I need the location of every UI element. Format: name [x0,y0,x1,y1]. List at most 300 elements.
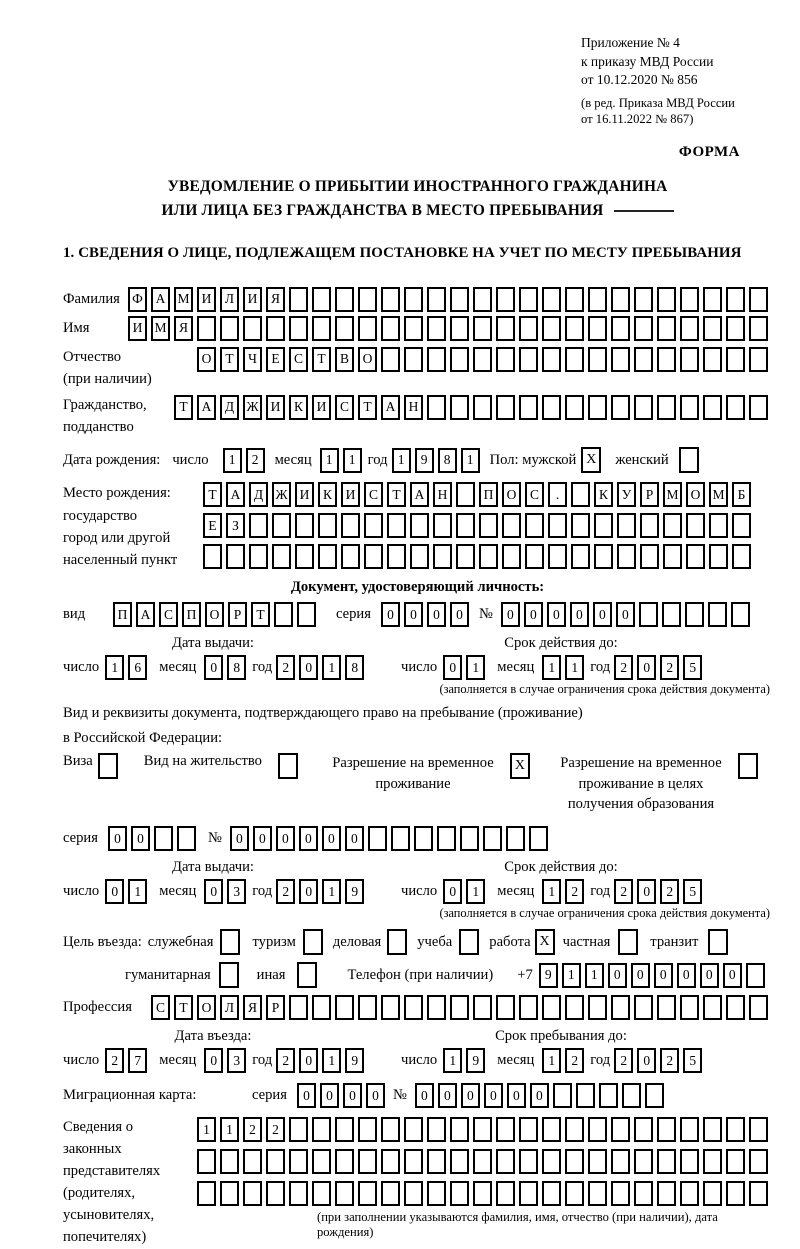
char-cell[interactable]: 1 [197,1117,216,1142]
char-cell[interactable] [565,316,584,341]
option-visa-checkbox[interactable] [98,753,122,779]
char-cell[interactable]: Т [312,347,331,372]
char-cell[interactable] [657,1181,676,1206]
char-cell[interactable] [427,995,446,1020]
char-cell[interactable]: 0 [343,1083,362,1108]
char-cell[interactable] [588,1117,607,1142]
char-cell[interactable]: 0 [593,602,612,627]
char-cell[interactable] [611,347,630,372]
char-cell[interactable] [496,347,515,372]
char-cell[interactable] [335,1149,354,1174]
char-cell[interactable] [726,1149,745,1174]
char-cell[interactable]: М [709,482,728,507]
char-cell[interactable] [611,395,630,420]
char-cell[interactable] [312,995,331,1020]
char-cell[interactable] [226,544,245,569]
char-cell[interactable]: 0 [501,602,520,627]
char-cell[interactable]: Д [220,395,239,420]
char-cell[interactable] [599,1083,618,1108]
char-cell[interactable]: И [128,316,147,341]
birth-month-cells[interactable] [320,448,366,473]
sex-male-checkbox[interactable] [581,447,605,473]
char-cell[interactable] [450,1117,469,1142]
char-cell[interactable]: А [197,395,216,420]
char-cell[interactable] [731,602,750,627]
char-cell[interactable] [473,995,492,1020]
char-cell[interactable]: 0 [723,963,742,988]
stay-doc-number-cells[interactable] [230,826,552,851]
char-cell[interactable]: Р [266,995,285,1020]
char-cell[interactable]: 0 [677,963,696,988]
char-cell[interactable]: А [410,482,429,507]
char-cell[interactable]: 2 [614,1048,633,1073]
char-cell[interactable] [640,513,659,538]
char-cell[interactable] [312,287,331,312]
char-cell[interactable]: О [502,482,521,507]
doc-issue-day-cells[interactable] [105,655,151,680]
char-cell[interactable] [663,513,682,538]
char-cell[interactable] [479,544,498,569]
char-cell[interactable]: Е [203,513,222,538]
char-cell[interactable] [303,929,323,955]
char-cell[interactable]: 0 [700,963,719,988]
char-cell[interactable] [387,513,406,538]
purpose-other-checkbox[interactable] [297,962,321,988]
char-cell[interactable] [427,287,446,312]
char-cell[interactable] [519,1117,538,1142]
char-cell[interactable] [312,1181,331,1206]
char-cell[interactable] [335,287,354,312]
char-cell[interactable]: . [548,482,567,507]
char-cell[interactable]: В [335,347,354,372]
char-cell[interactable]: 0 [320,1083,339,1108]
char-cell[interactable] [312,1117,331,1142]
char-cell[interactable] [685,602,704,627]
birth-place-row-1[interactable] [203,482,755,507]
char-cell[interactable]: 1 [466,655,485,680]
char-cell[interactable]: Ж [272,482,291,507]
char-cell[interactable]: X [510,753,530,779]
char-cell[interactable]: 0 [204,655,223,680]
char-cell[interactable] [703,1149,722,1174]
stay-doc-issue-year-cells[interactable] [276,879,368,904]
char-cell[interactable]: 0 [415,1083,434,1108]
char-cell[interactable] [381,287,400,312]
char-cell[interactable] [571,482,590,507]
char-cell[interactable] [634,287,653,312]
char-cell[interactable]: 2 [276,655,295,680]
char-cell[interactable] [749,995,768,1020]
char-cell[interactable] [358,316,377,341]
char-cell[interactable]: 1 [220,1117,239,1142]
char-cell[interactable]: Д [249,482,268,507]
char-cell[interactable] [312,316,331,341]
char-cell[interactable] [680,395,699,420]
char-cell[interactable]: Т [220,347,239,372]
birth-place-row-2[interactable] [203,513,755,538]
char-cell[interactable] [548,513,567,538]
char-cell[interactable] [473,1117,492,1142]
char-cell[interactable] [588,287,607,312]
char-cell[interactable] [662,602,681,627]
char-cell[interactable] [588,347,607,372]
stay-doc-valid-day-cells[interactable] [443,879,489,904]
char-cell[interactable]: 2 [565,879,584,904]
char-cell[interactable]: О [197,995,216,1020]
char-cell[interactable] [749,1181,768,1206]
char-cell[interactable] [529,826,548,851]
char-cell[interactable]: 1 [392,448,411,473]
char-cell[interactable] [456,482,475,507]
char-cell[interactable]: 9 [345,879,364,904]
char-cell[interactable]: С [335,395,354,420]
char-cell[interactable] [617,544,636,569]
char-cell[interactable]: С [364,482,383,507]
char-cell[interactable]: А [151,287,170,312]
char-cell[interactable] [335,1117,354,1142]
char-cell[interactable] [243,1181,262,1206]
char-cell[interactable]: С [289,347,308,372]
char-cell[interactable] [404,1181,423,1206]
char-cell[interactable] [496,287,515,312]
char-cell[interactable] [657,995,676,1020]
char-cell[interactable]: 0 [366,1083,385,1108]
char-cell[interactable] [502,544,521,569]
char-cell[interactable]: 0 [204,879,223,904]
char-cell[interactable] [473,316,492,341]
char-cell[interactable] [703,347,722,372]
citizenship-cells[interactable] [174,395,772,420]
char-cell[interactable] [703,1117,722,1142]
char-cell[interactable] [634,316,653,341]
char-cell[interactable] [479,513,498,538]
char-cell[interactable]: Ж [243,395,262,420]
char-cell[interactable]: П [182,602,201,627]
char-cell[interactable] [266,1149,285,1174]
char-cell[interactable] [588,316,607,341]
char-cell[interactable] [387,544,406,569]
char-cell[interactable] [197,1149,216,1174]
char-cell[interactable]: Н [404,395,423,420]
char-cell[interactable] [726,995,745,1020]
char-cell[interactable] [749,395,768,420]
char-cell[interactable] [404,1117,423,1142]
char-cell[interactable]: 1 [565,655,584,680]
entry-month-cells[interactable] [204,1048,250,1073]
char-cell[interactable] [427,1117,446,1142]
char-cell[interactable] [686,513,705,538]
char-cell[interactable]: 0 [438,1083,457,1108]
char-cell[interactable]: 0 [299,655,318,680]
char-cell[interactable]: 0 [637,1048,656,1073]
char-cell[interactable]: Е [266,347,285,372]
char-cell[interactable] [663,544,682,569]
char-cell[interactable] [289,995,308,1020]
char-cell[interactable] [387,929,407,955]
char-cell[interactable] [525,544,544,569]
char-cell[interactable] [427,395,446,420]
char-cell[interactable] [576,1083,595,1108]
char-cell[interactable] [571,513,590,538]
char-cell[interactable] [680,347,699,372]
doc-number-cells[interactable] [501,602,754,627]
char-cell[interactable]: 1 [542,655,561,680]
char-cell[interactable]: 0 [530,1083,549,1108]
char-cell[interactable] [496,1181,515,1206]
char-cell[interactable]: 8 [438,448,457,473]
char-cell[interactable]: 0 [443,879,462,904]
char-cell[interactable] [565,347,584,372]
char-cell[interactable] [680,1149,699,1174]
char-cell[interactable] [657,1117,676,1142]
char-cell[interactable]: 1 [322,879,341,904]
char-cell[interactable]: 2 [660,1048,679,1073]
char-cell[interactable] [542,395,561,420]
stay-day-cells[interactable] [443,1048,489,1073]
char-cell[interactable] [749,287,768,312]
stay-doc-issue-month-cells[interactable] [204,879,250,904]
char-cell[interactable]: 1 [320,448,339,473]
char-cell[interactable] [565,1181,584,1206]
char-cell[interactable] [381,995,400,1020]
char-cell[interactable] [542,995,561,1020]
char-cell[interactable] [450,995,469,1020]
char-cell[interactable] [542,347,561,372]
char-cell[interactable]: О [197,347,216,372]
char-cell[interactable] [657,395,676,420]
char-cell[interactable] [726,316,745,341]
char-cell[interactable] [473,287,492,312]
char-cell[interactable]: 1 [223,448,242,473]
char-cell[interactable] [542,1117,561,1142]
char-cell[interactable]: 2 [105,1048,124,1073]
char-cell[interactable]: 8 [345,655,364,680]
char-cell[interactable] [459,929,479,955]
char-cell[interactable]: Т [387,482,406,507]
char-cell[interactable]: И [266,395,285,420]
char-cell[interactable] [335,1181,354,1206]
char-cell[interactable] [433,544,452,569]
char-cell[interactable]: 2 [565,1048,584,1073]
char-cell[interactable] [456,544,475,569]
char-cell[interactable] [335,316,354,341]
char-cell[interactable]: 0 [299,1048,318,1073]
char-cell[interactable]: 0 [322,826,341,851]
char-cell[interactable] [680,1181,699,1206]
char-cell[interactable] [657,316,676,341]
char-cell[interactable]: 1 [322,1048,341,1073]
char-cell[interactable] [456,513,475,538]
stay-year-cells[interactable] [614,1048,706,1073]
doc-series-cells[interactable] [381,602,473,627]
profession-cells[interactable] [151,995,772,1020]
char-cell[interactable]: Б [732,482,751,507]
char-cell[interactable]: 0 [616,602,635,627]
char-cell[interactable]: 0 [507,1083,526,1108]
char-cell[interactable]: 6 [128,655,147,680]
char-cell[interactable]: 2 [276,879,295,904]
char-cell[interactable] [289,287,308,312]
char-cell[interactable] [634,347,653,372]
option-temp-residence-edu-checkbox[interactable] [738,753,762,779]
birth-place-row-3[interactable] [203,544,755,569]
char-cell[interactable]: 2 [276,1048,295,1073]
char-cell[interactable]: 5 [683,1048,702,1073]
char-cell[interactable] [404,287,423,312]
char-cell[interactable]: Я [266,287,285,312]
char-cell[interactable]: С [151,995,170,1020]
char-cell[interactable] [364,544,383,569]
char-cell[interactable] [341,513,360,538]
char-cell[interactable] [381,1181,400,1206]
surname-cells[interactable] [128,287,772,312]
char-cell[interactable] [611,1181,630,1206]
char-cell[interactable] [358,1181,377,1206]
char-cell[interactable]: 0 [654,963,673,988]
char-cell[interactable] [565,1149,584,1174]
char-cell[interactable]: X [581,447,601,473]
purpose-business-checkbox[interactable] [387,929,411,955]
char-cell[interactable]: 1 [343,448,362,473]
char-cell[interactable] [197,316,216,341]
char-cell[interactable] [274,602,293,627]
stay-doc-valid-month-cells[interactable] [542,879,588,904]
char-cell[interactable] [289,1149,308,1174]
char-cell[interactable] [680,995,699,1020]
char-cell[interactable] [565,1117,584,1142]
char-cell[interactable]: А [381,395,400,420]
char-cell[interactable] [634,1181,653,1206]
char-cell[interactable] [358,995,377,1020]
char-cell[interactable]: Я [243,995,262,1020]
char-cell[interactable]: 0 [230,826,249,851]
representatives-row-1[interactable] [197,1117,772,1142]
char-cell[interactable] [565,995,584,1020]
char-cell[interactable]: К [289,395,308,420]
char-cell[interactable] [703,995,722,1020]
char-cell[interactable]: 2 [614,879,633,904]
char-cell[interactable] [341,544,360,569]
char-cell[interactable] [708,602,727,627]
char-cell[interactable]: 8 [227,655,246,680]
char-cell[interactable] [703,316,722,341]
char-cell[interactable]: 2 [614,655,633,680]
char-cell[interactable] [427,1181,446,1206]
char-cell[interactable] [703,395,722,420]
char-cell[interactable] [312,1149,331,1174]
char-cell[interactable] [266,1181,285,1206]
char-cell[interactable]: 2 [660,879,679,904]
char-cell[interactable]: 0 [570,602,589,627]
char-cell[interactable]: 0 [108,826,127,851]
char-cell[interactable]: Я [174,316,193,341]
char-cell[interactable] [295,513,314,538]
char-cell[interactable] [220,1181,239,1206]
char-cell[interactable] [506,826,525,851]
char-cell[interactable]: Т [174,395,193,420]
char-cell[interactable]: 2 [266,1117,285,1142]
char-cell[interactable]: П [113,602,132,627]
char-cell[interactable] [410,544,429,569]
entry-day-cells[interactable] [105,1048,151,1073]
char-cell[interactable]: К [318,482,337,507]
char-cell[interactable]: 9 [466,1048,485,1073]
char-cell[interactable]: 1 [322,655,341,680]
char-cell[interactable] [220,929,240,955]
char-cell[interactable] [708,929,728,955]
char-cell[interactable]: 9 [539,963,558,988]
char-cell[interactable] [680,316,699,341]
char-cell[interactable]: О [686,482,705,507]
char-cell[interactable] [657,347,676,372]
stay-doc-series-cells[interactable] [108,826,200,851]
char-cell[interactable] [565,395,584,420]
char-cell[interactable] [177,826,196,851]
char-cell[interactable]: Т [358,395,377,420]
char-cell[interactable] [297,602,316,627]
char-cell[interactable] [450,395,469,420]
char-cell[interactable] [496,316,515,341]
char-cell[interactable] [410,513,429,538]
char-cell[interactable] [553,1083,572,1108]
char-cell[interactable] [243,1149,262,1174]
char-cell[interactable] [594,544,613,569]
char-cell[interactable]: 0 [637,879,656,904]
char-cell[interactable]: М [174,287,193,312]
char-cell[interactable]: 1 [128,879,147,904]
char-cell[interactable] [427,347,446,372]
char-cell[interactable] [220,316,239,341]
char-cell[interactable] [686,544,705,569]
char-cell[interactable]: Ч [243,347,262,372]
doc-valid-month-cells[interactable] [542,655,588,680]
char-cell[interactable] [565,287,584,312]
option-residence-permit-checkbox[interactable] [278,753,302,779]
stay-month-cells[interactable] [542,1048,588,1073]
char-cell[interactable] [473,1149,492,1174]
char-cell[interactable] [732,544,751,569]
char-cell[interactable] [404,347,423,372]
char-cell[interactable] [295,544,314,569]
char-cell[interactable]: 0 [299,879,318,904]
doc-type-cells[interactable] [113,602,320,627]
char-cell[interactable] [749,1117,768,1142]
char-cell[interactable] [548,544,567,569]
char-cell[interactable]: О [205,602,224,627]
char-cell[interactable] [502,513,521,538]
char-cell[interactable]: 5 [683,655,702,680]
char-cell[interactable]: 0 [547,602,566,627]
char-cell[interactable] [746,963,765,988]
char-cell[interactable]: 0 [299,826,318,851]
stay-doc-issue-day-cells[interactable] [105,879,151,904]
char-cell[interactable]: 0 [404,602,423,627]
birth-day-cells[interactable] [223,448,269,473]
char-cell[interactable] [640,544,659,569]
char-cell[interactable] [618,929,638,955]
char-cell[interactable] [519,1181,538,1206]
char-cell[interactable] [98,753,118,779]
char-cell[interactable]: А [226,482,245,507]
char-cell[interactable] [249,513,268,538]
char-cell[interactable] [519,287,538,312]
char-cell[interactable] [297,962,317,988]
char-cell[interactable] [617,513,636,538]
char-cell[interactable] [460,826,479,851]
char-cell[interactable] [496,1149,515,1174]
char-cell[interactable] [588,395,607,420]
char-cell[interactable] [709,513,728,538]
